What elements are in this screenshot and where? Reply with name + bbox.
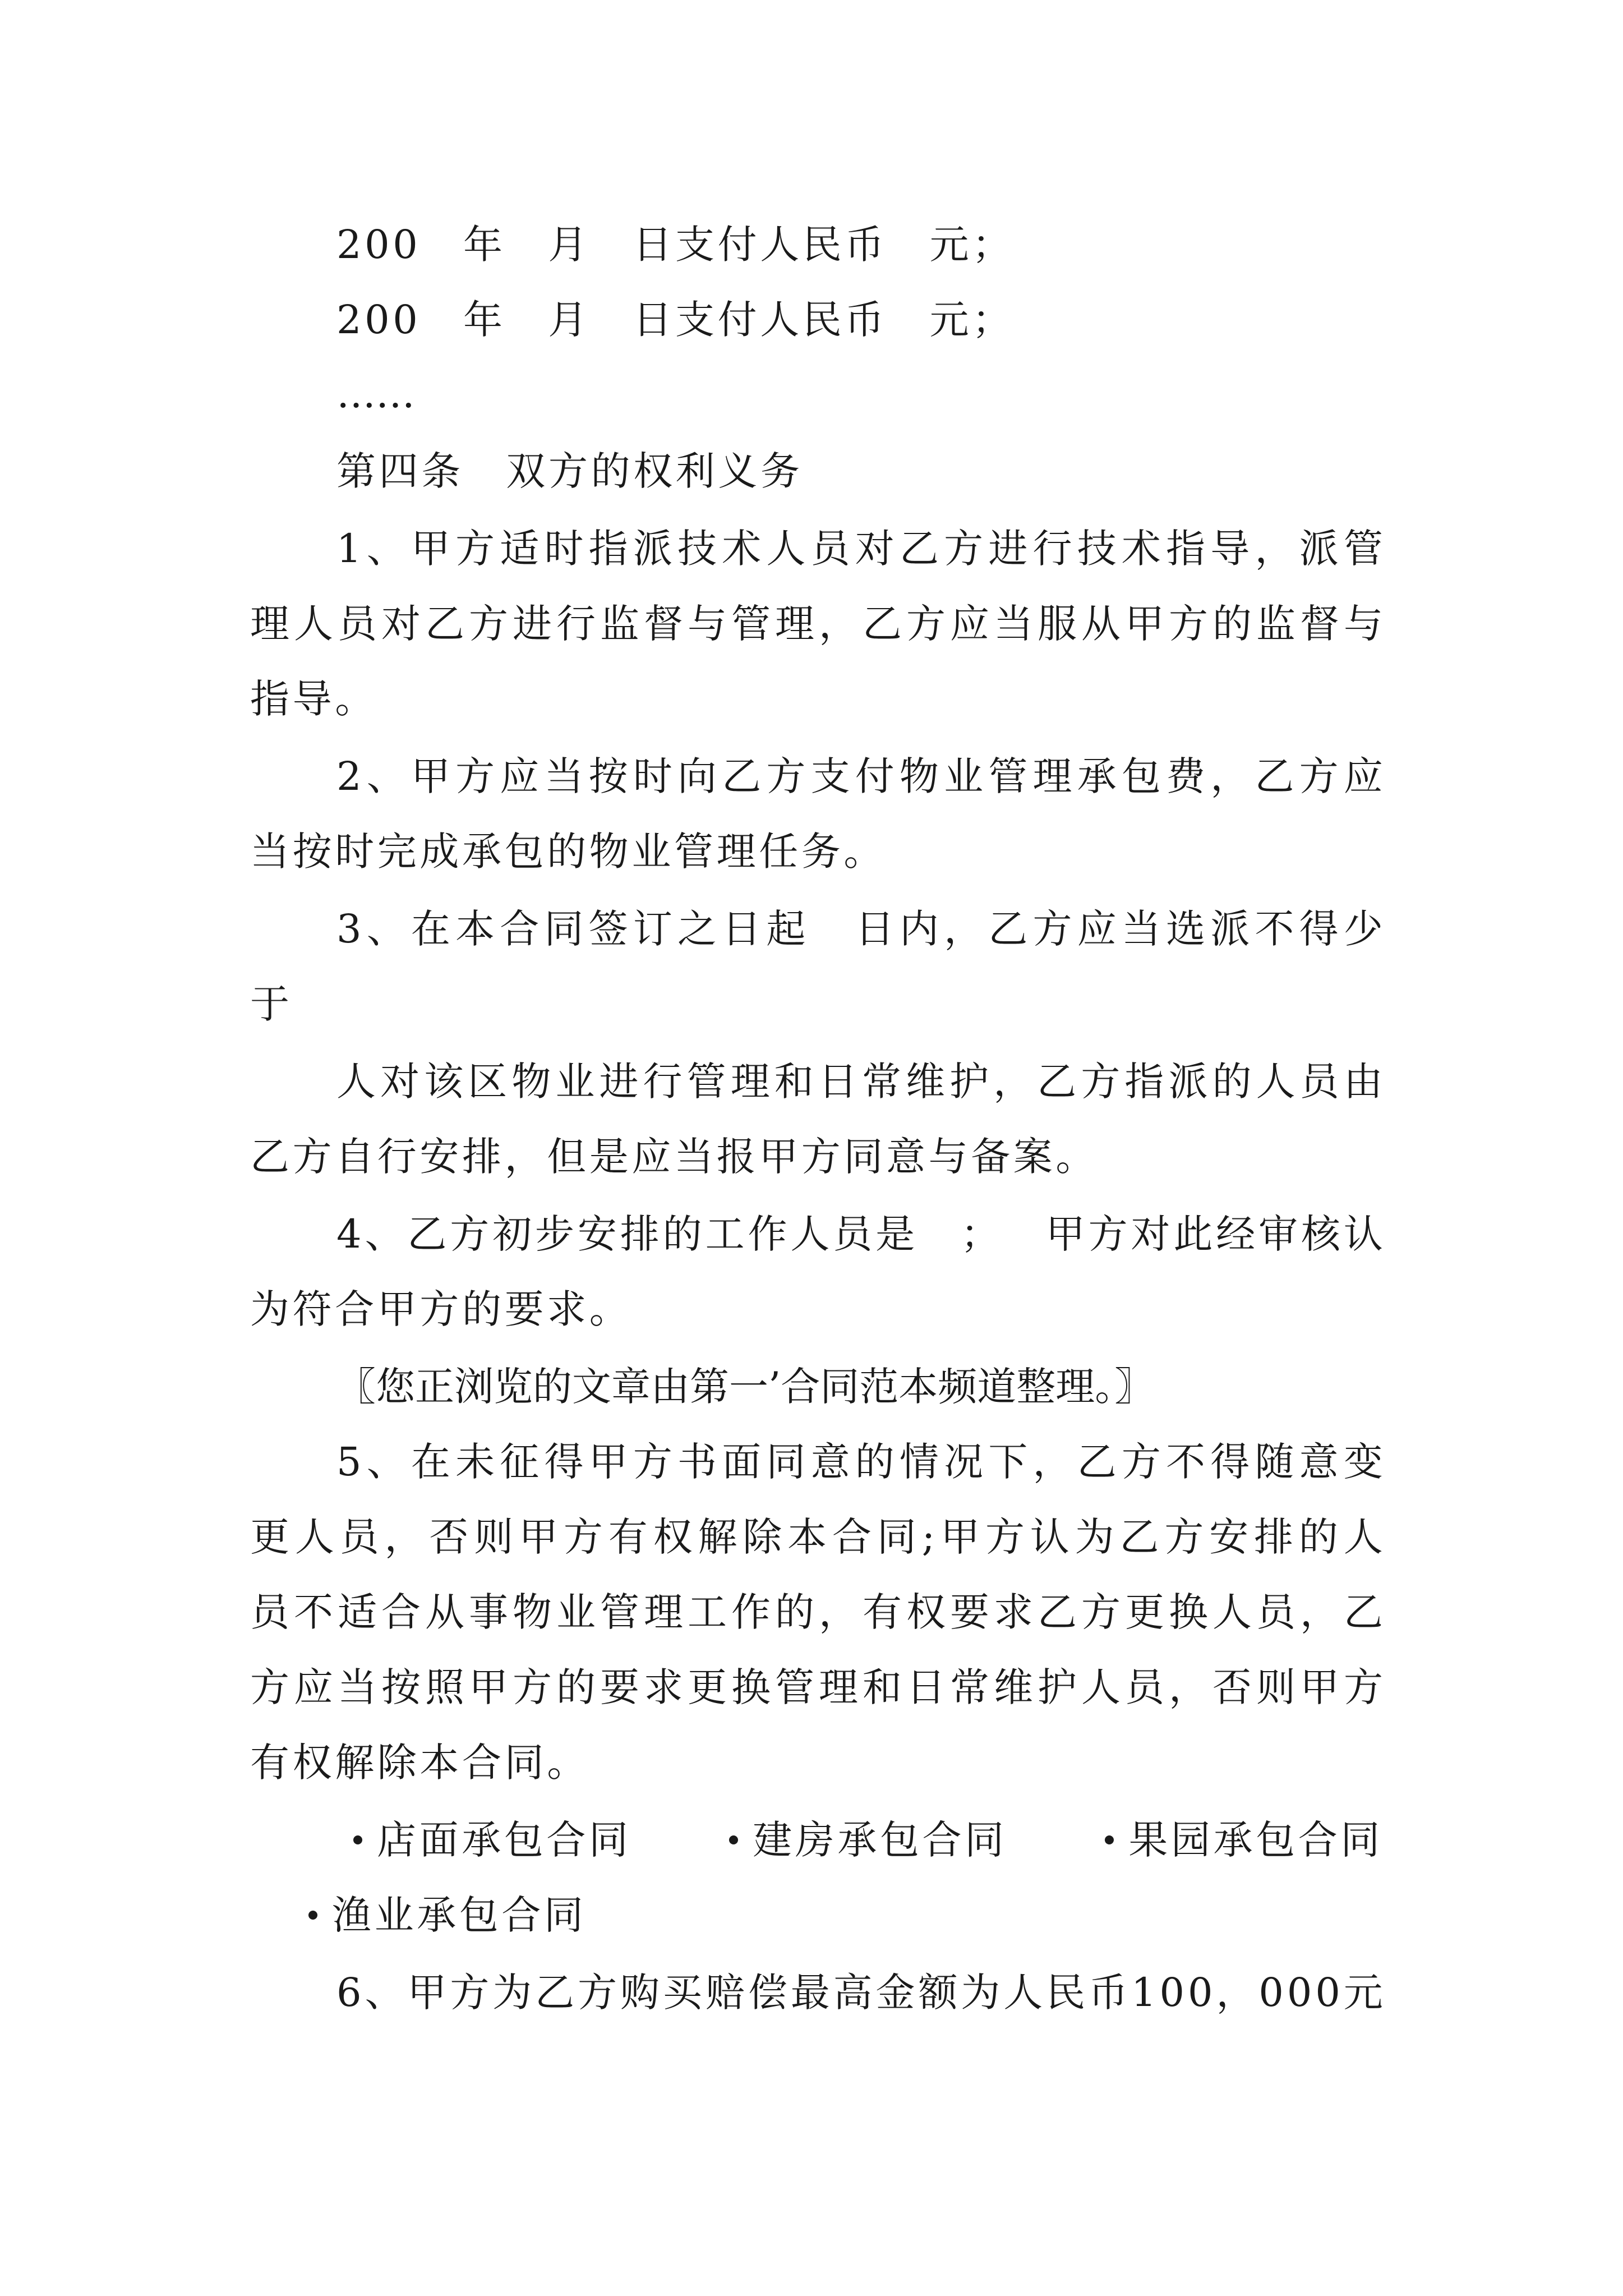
related-link-fishery[interactable]: 渔业承包合同 [308,1893,587,1938]
bullet-dot-icon [1105,1835,1114,1844]
ellipsis: …… [336,371,415,417]
related-link-orchard[interactable]: 果园承包合同 [1105,1818,1383,1862]
clause-1-line-1: 1 、 甲 方 适 时 指 派 技 术 人 员 对 乙 方 进 行 技 术 指 导 ， 派 管 [336,526,1383,572]
clause-5-line-5: 有权解除本合同。 [250,1740,589,1786]
clause-5-line-4: 方 应 当 按 照 甲 方 的 要 求 更 换 管 理 和 日 常 维 护 人 员 ， 否 则 甲 方 [250,1664,1383,1710]
related-link-building[interactable]: 建房承包合同 [729,1818,1007,1862]
clause-1-line-2: 理 人 员 对 乙 方 进 行 监 督 与 管 理 ， 乙 方 应 当 服 从 甲 方 的 监 督 与 [250,601,1383,647]
clause-5-line-1: 5 、 在 未 征 得 甲 方 书 面 同 意 的 情 况 下 ， 乙 方 不 得 随 意 变 [336,1439,1383,1485]
article-heading: 第四条 双方的权利义务 [336,448,803,494]
clause-3-line-3: 人 对 该 区 物 业 进 行 管 理 和 日 常 维 护 ， 乙 方 指 派 的 人 员 由 [336,1059,1383,1105]
clause-4-line-1: 4 、 乙 方 初 步 安 排 的 工 作 人 员 是 ； 甲 方 对 此 经 审 核 认 [336,1211,1383,1257]
clause-2-line-2: 当按时完成承包的物业管理任务。 [250,829,886,875]
clause-2-line-1: 2 、 甲 方 应 当 按 时 向 乙 方 支 付 物 业 管 理 承 包 费 ， 乙 方 应 [336,753,1383,799]
clause-3-line-2: 于 [250,981,289,1027]
clause-6-line-1: 6 、 甲 方 为 乙 方 购 买 赔 偿 最 高 金 额 为 人 民 币 1 0 0 ， 0 0 0 元 [336,1970,1383,2016]
bullet-dot-icon [353,1835,362,1844]
related-link-shop[interactable]: 店面承包合同 [353,1818,631,1862]
clause-3-line-4: 乙方自行安排，但是应当报甲方同意与备案。 [250,1134,1098,1180]
payment-line-1: 200 年 月 日支付人民币 元； [336,222,1015,268]
clause-3-line-1: 3 、 在 本 合 同 签 订 之 日 起 日 内 ， 乙 方 应 当 选 派 不 得 少 [336,906,1383,952]
related-links-row-2 [308,1893,587,1938]
clause-4-line-2: 为符合甲方的要求。 [250,1286,632,1332]
source-notice: 〖您正浏览的文章由第一’合同范本频道整理。〗 [336,1364,1154,1410]
bullet-dot-icon [308,1911,317,1920]
clause-5-line-2: 更 人 员 ， 否 则 甲 方 有 权 解 除 本 合 同 ; 甲 方 认 为 乙 方 安 排 的 人 [250,1514,1383,1560]
payment-line-2: 200 年 月 日支付人民币 元； [336,297,1015,343]
clause-1-line-3: 指导。 [250,676,377,722]
clause-5-line-3: 员 不 适 合 从 事 物 业 管 理 工 作 的 ， 有 权 要 求 乙 方 更 换 人 员 ， 乙 [250,1589,1383,1635]
related-links-row [353,1818,1383,1862]
bullet-dot-icon [729,1835,738,1844]
